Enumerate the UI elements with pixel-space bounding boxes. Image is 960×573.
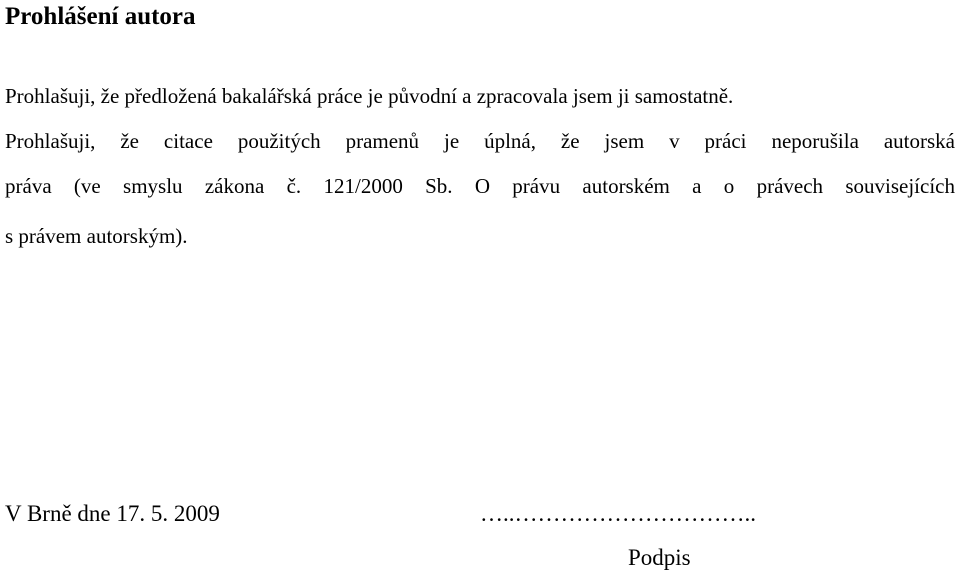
declaration-line-1: Prohlašuji, že předložená bakalářská práce je původní a zpracovala jsem ji samostatně. (5, 84, 734, 108)
signature-line: …..………………………….. (480, 501, 756, 526)
declaration-line-3: práva (ve smyslu zákona č. 121/2000 Sb. O právu autorském a o právech souvisejících (5, 174, 955, 198)
place-and-date: V Brně dne 17. 5. 2009 (5, 501, 220, 526)
signature-label: Podpis (628, 545, 691, 570)
document-title: Prohlášení autora (5, 3, 196, 30)
declaration-line-2: Prohlašuji, že citace použitých pramenů je úplná, že jsem v práci neporušila autorská (5, 129, 955, 153)
declaration-line-4: s právem autorským). (5, 224, 188, 248)
